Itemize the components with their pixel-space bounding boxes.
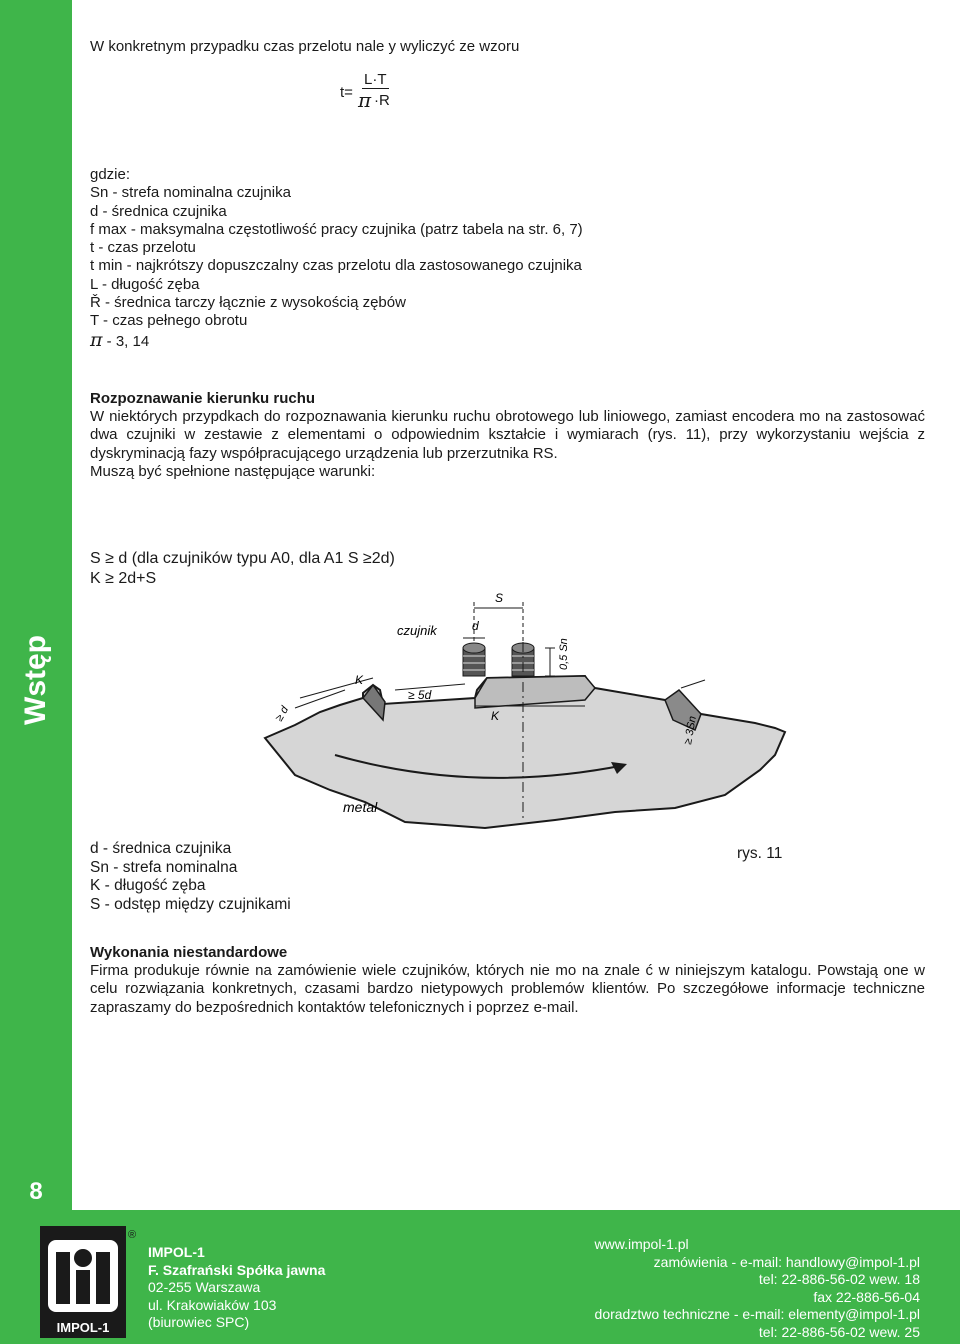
label-k-top: K	[355, 673, 364, 687]
company-info	[148, 1244, 325, 1332]
sensor-left	[463, 643, 485, 676]
legend-item: S - odstęp między czujnikami	[90, 895, 291, 913]
pi-value: - 3, 14	[102, 332, 150, 350]
direction-heading: Rozpoznawanie kierunku ruchu	[90, 390, 316, 407]
label-czujnik: czujnik	[397, 623, 437, 638]
custom-section	[90, 944, 925, 1017]
condition-2: K ≥ 2d+S	[90, 570, 157, 587]
tech-phone: tel: 22-886-56-02 wew. 25	[758, 1323, 920, 1340]
condition-1: S ≥ d (dla czujników typu A0, dla A1 S ≥2d)	[90, 550, 395, 567]
direction-section	[90, 390, 925, 481]
section-tab-label: Wstęp	[19, 635, 52, 725]
logo-text: IMPOL-1	[56, 1320, 110, 1335]
custom-body: Firma produkuje równie na zamówienie wiele czujników, których nie mo na znale ć w niniejszym katalogu. Powstają one w celu rozwiązania konkretnych, czasami bardzo nietypowych problemów klientów. Po szczegółowe informacje techniczne zapraszamy do bezpośrednich kontaktów telefonicznych i poprzez e-mail.	[90, 962, 925, 1016]
formula-numerator: L·T	[364, 71, 387, 88]
definition-item: t min - najkrótszy dopuszczalny czas przelotu dla zastosowanego czujnika	[90, 257, 582, 275]
website-link[interactable]: www.impol-1.pl	[594, 1236, 689, 1252]
company-postal: 02-255 Warszawa	[148, 1279, 261, 1295]
definition-item: gdzie:	[90, 166, 131, 183]
definition-item: L - długość zęba	[90, 275, 200, 293]
custom-heading: Wykonania niestandardowe	[90, 944, 288, 961]
impol-logo	[40, 1226, 138, 1338]
legend-item: d - średnica czujnika	[90, 840, 232, 857]
legend-list	[90, 840, 291, 914]
legend-item: Sn - strefa nominalna	[90, 858, 238, 876]
company-name: IMPOL-1	[148, 1244, 205, 1260]
registered-mark: ®	[127, 1229, 137, 1241]
label-k-mid: K	[491, 709, 500, 723]
pi-symbol: π	[90, 328, 103, 351]
label-3sn: ≥ 3Sn	[682, 715, 699, 746]
label-s: S	[495, 591, 504, 605]
company-note: (biurowiec SPC)	[148, 1314, 250, 1330]
company-street: ul. Krakowiaków 103	[148, 1296, 277, 1313]
definition-item-pi	[90, 328, 650, 351]
figure-label: rys. 11	[737, 845, 783, 862]
definition-item: d - średnica czujnika	[90, 202, 227, 220]
definitions-list	[90, 166, 650, 351]
direction-body: W niektórych przypdkach do rozpoznawania kierunku ruchu obrotowego lub liniowego, zamiast encodera mo na zastosować dwa czujniki w zestawie z elementami o odpowiednim kształcie i wymiarach (rys. 11), przy wykorzystaniu wejścia z dyskryminacją fazy współpracującego urządzenia lub przerzutnika RS.	[90, 408, 925, 462]
rotation-direction-diagram	[255, 590, 795, 835]
direction-conditions-intro: Muszą być spełnione następujące warunki:	[90, 462, 376, 480]
definition-item: Sn - strefa nominalna czujnika	[90, 184, 291, 202]
page-number: 8	[29, 1178, 43, 1205]
legend-item: K - długość zęba	[90, 877, 206, 894]
intro-text: W konkretnym przypadku czas przelotu nale y wyliczyć ze wzoru	[90, 38, 520, 55]
definition-item: t - czas przelotu	[90, 239, 196, 257]
label-geq-d: ≥ d	[273, 704, 292, 724]
contact-info	[595, 1236, 920, 1341]
orders-email[interactable]: zamówienia - e-mail: handlowy@impol-1.pl	[653, 1253, 920, 1270]
label-5d: ≥ 5d	[408, 688, 432, 702]
label-d: d	[472, 619, 479, 633]
label-05sn: 0,5 Sn	[558, 638, 570, 670]
definition-item: Ř - średnica tarczy łącznie z wysokością zębów	[90, 294, 406, 312]
formula-denominator: ·R	[374, 92, 390, 109]
definition-item: T - czas pełnego obrotu	[90, 312, 248, 330]
tech-email[interactable]: doradztwo techniczne - e-mail: elementy@impol-1.pl	[594, 1306, 920, 1322]
fax-number: fax 22-886-56-04	[813, 1288, 920, 1305]
label-metal: metal	[343, 799, 378, 815]
company-owner: F. Szafrański Spółka jawna	[148, 1261, 326, 1278]
definition-item: f max - maksymalna częstotliwość pracy czujnika (patrz tabela na str. 6, 7)	[90, 220, 583, 238]
orders-phone: tel: 22-886-56-02 wew. 18	[758, 1271, 920, 1287]
formula-pi: π	[358, 88, 372, 112]
formula-lhs: t=	[340, 84, 353, 101]
